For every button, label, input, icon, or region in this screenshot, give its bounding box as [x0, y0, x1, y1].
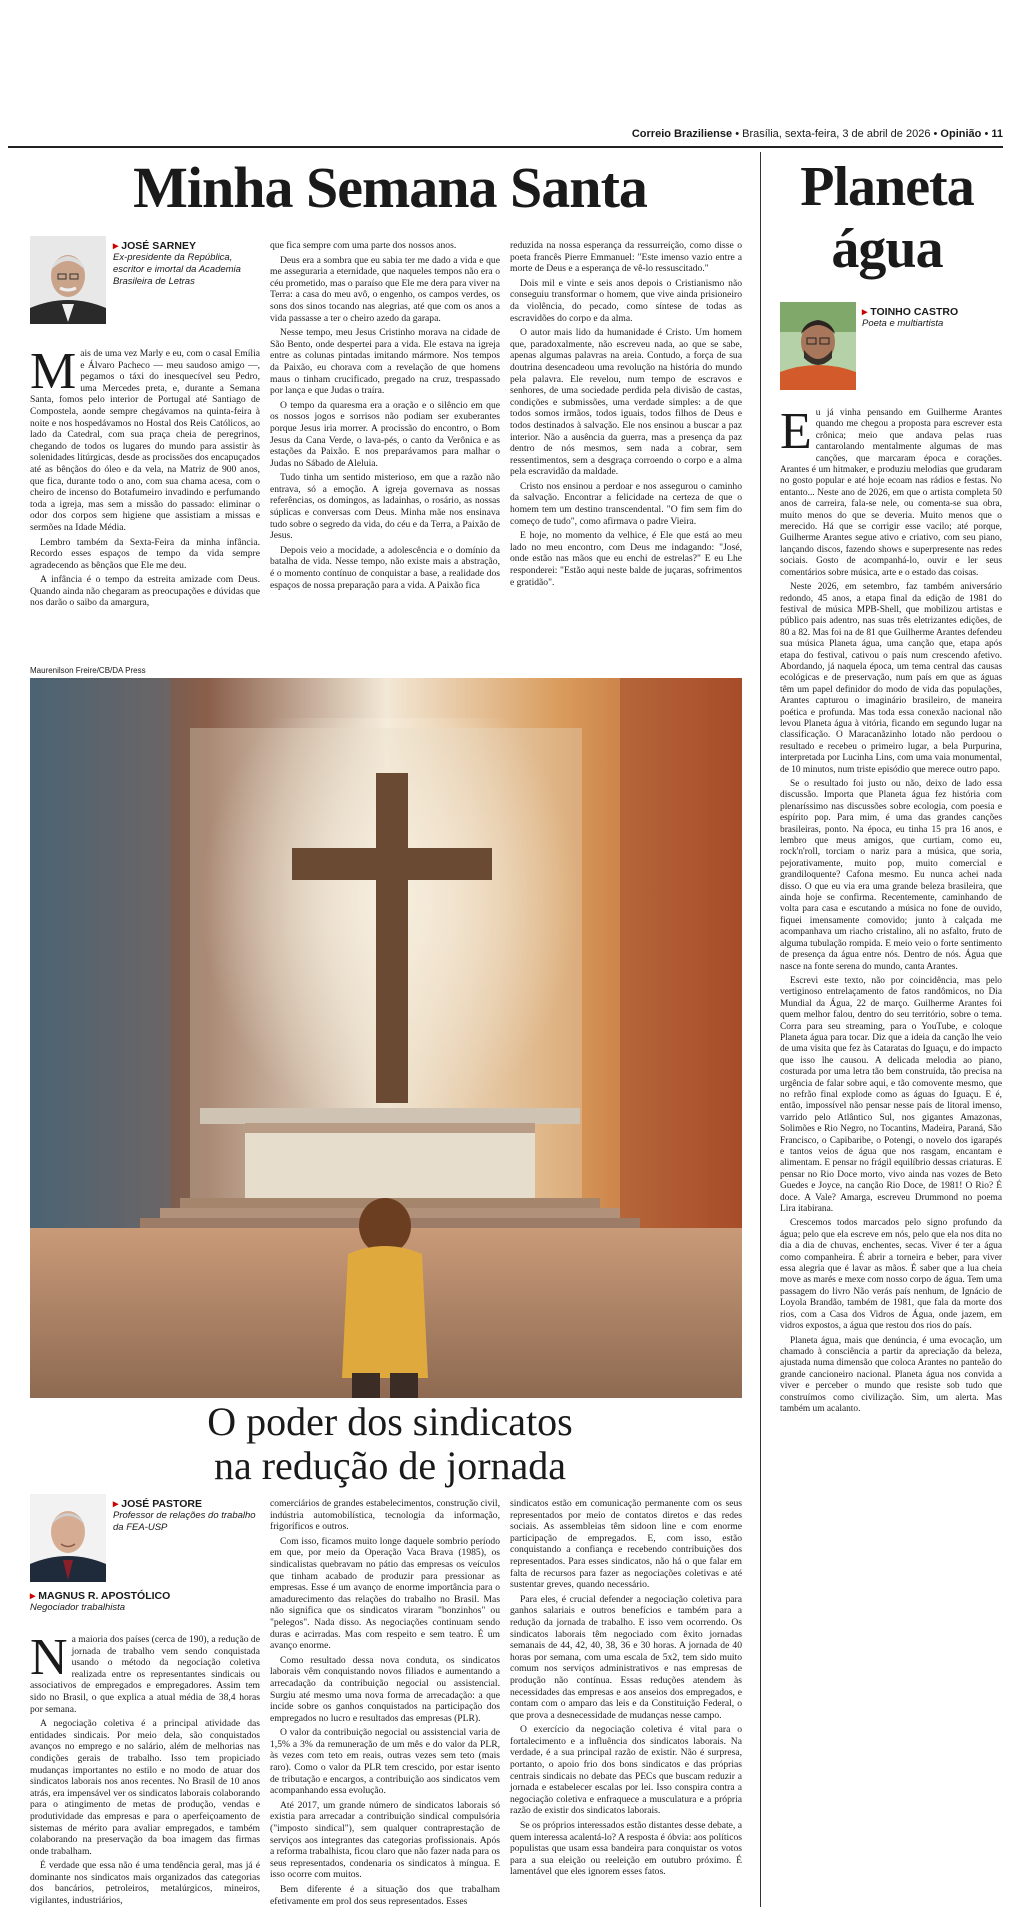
paragraph: ais de uma vez Marly e eu, com o casal Emília e Álvaro Pacheco — meu saudoso amigo —, pegamos o táxi do inesquecível seu Pedro, uma Mercedes preta, e, durante a Semana Santa, fomos pelo interior de Portugal até Santiago de Compostela, aonde sempre chegávamos na quinta-feira à noite e nos hospedávamos no Hostal dos Reis Católicos, ao lado da Catedral, com sua praça cheia de peregrinos, chegando de todos os lugares do mundo para assistir às solenidades litúrgicas, desde as procissões dos encapuçados até as bênçãos do óleo e da vela, na Matriz de 900 anos, que fica, durante todo o ano, com sua chama acesa, com o cheiro de incenso do Botafumeiro invadindo e perfumando toda a igreja, mas sem a missão do passado: eliminar o odor dos corpos sem higiene que assistiam a missas e sermões na Idade Média.	[30, 348, 260, 533]
article3-column-3	[510, 1498, 742, 1881]
author-photo-sarney	[30, 236, 106, 324]
paragraph: Se o resultado foi justo ou não, deixo de lado essa discussão. Importa que Planeta água fez história com plenaríssimo nas discussões sobre ecologia, com poesia e espírito pop. Para mim, é uma das grandes canções brasileiras, ponto. Na época, eu tinha 15 pra 16 anos, e lembro que meus amigos, que curtiam, como eu, rock'n'roll, torciam o nariz para a música, que soria, pejorativamente, muito pop, muito comercial e grandiloquente? Cafona mesmo. Eu nunca achei nada disso. O que eu via era uma grande beleza brasileira, que ainda hoje se confirma. Recentemente, caminhando de volta para casa e escutando a música no fone de ouvido, fiquei imensamente comovido; junto à calçada me acompanhava um riacho cristalino, ali no asfalto, fruto de alguma tubulação rompida. E meio veio o forte sentimento de presença da água entre nós. Dentro de nós. Água que nasce na fonte serena do mundo, canta Arantes.	[780, 779, 1002, 972]
paragraph: Até 2017, um grande número de sindicatos laborais só existia para arrecadar a contribuição sindical compulsória ("imposto sindical"), sem qualquer contraprestação de serviços aos integrantes das categorias profissionais. Após a reforma trabalhista, ficou claro que não fazer nada para os seus representados, condenaria os sindicatos à míngua. E isso ocorre com muitos.	[270, 1799, 500, 1881]
author-description: Professor de relações do trabalho da FEA-USP	[113, 1510, 256, 1533]
paragraph: Cristo nos ensinou a perdoar e nos assegurou o caminho da salvação. Encontrar a felicidade na certeza de que o homem tem um destino transcendental. "O fim sem fim do começo de tudo", como afirmava o padre Vieira.	[510, 480, 742, 527]
paragraph: Lembro também da Sexta-Feira da minha infância. Recordo esses espaços de tempo da vida sempre agradecendo as bênçãos que Ele me deu.	[30, 536, 260, 571]
red-triangle-icon: ▸	[862, 306, 868, 318]
illustration-cross-child	[30, 678, 742, 1398]
drop-cap: N	[30, 1629, 68, 1686]
newspaper-name: Correio Braziliense	[631, 128, 733, 140]
paragraph: a maioria dos países (cerca de 190), a redução de jornada de trabalho vem sendo conquistada usando o método da negociação coletiva realizada entre os representantes sindicais ou associativos de empregados e empregadores. Assim tem sido no Brasil, o que explica a atual média de 38,4 horas por semana.	[30, 1634, 260, 1715]
red-triangle-icon: ▸	[30, 1590, 36, 1602]
article1-column-2	[270, 240, 500, 594]
paragraph: Para eles, é crucial defender a negociação coletiva para ganhos salariais e outros benefícios e também para a redução da jornada de trabalho. E isso vem ocorrendo. Os sindicatos laborais têm negociado com êxito jornadas semanais de 44, 42, 40, 38, 36 e 30 horas. A jornada de 40 horas por semana, com uma escala de 5x2, tem sido muito comum nos serviços administrativos e nas empresas de produção não contínua. Essas reduções atendem às necessidades das empresas e aos anseios dos empregados, e contam com o amparo das leis e da Constituição Federal, o que prova a desnecessidade de mudanças nesse campo.	[510, 1593, 742, 1721]
red-triangle-icon: ▸	[113, 1498, 119, 1510]
article2-title	[770, 156, 1004, 280]
author-name: JOSÉ PASTORE	[121, 1498, 202, 1510]
article1-title: Minha Semana Santa	[133, 155, 647, 220]
paragraph: sindicatos estão em comunicação permanente com os seus representados por meio de contatos diretos e das redes sociais. As assembleias têm sidoon line e com enorme participação de empregados. E, com isso, estão conquistando a confiança e recebendo contribuições dos representados. Para esses sindicatos, não há o que falar em falta de recursos para fazer as negociações coletivas e até sustentar greves, quando necessário.	[510, 1498, 742, 1591]
article2-title-line-2: água	[831, 218, 943, 280]
author-photo-castro	[780, 302, 856, 390]
author-name: TOINHO CASTRO	[870, 306, 959, 318]
article3-title	[60, 1400, 720, 1488]
paragraph: Escrevi este texto, não por coincidência, mas pelo vertiginoso entrelaçamento de fatos randômicos, no Dia Mundial da Água, 22 de março. Guilherme Arantes foi quem melhor falou, dentro do seu território, sobre o tema. Corra para seu streaming, para o YouTube, e coloque Planeta água para tocar. Diz que a ideia da canção lhe veio de uma visita que fez às Cataratas do Iguaçu, e do impacto que isso lhe causou. A delicada melodia ao piano, costurada por uma letra tão bem construída, tão precisa na urgência de falar sobre aqui, e tão comovente mesmo, que no refrão final explode como as águas do Iguaçu. E é, então, impossível não pensar nesse país de litoral imenso, varrido pelo Atlântico Sul, nos gigantes Amazonas, Solimões e Rio Negro, no Tocantins, Madeira, Paraná, São Francisco, o Capibaribe, o Potengi, o novelo dos igarapés e tantos veios de água que nos rasgam, encantam e alimentam. E pensar no frágil equilíbrio dessas criaturas. E pensar no Rio Doce morto, vivo ainda nas vozes de Beto Guedes e Joyce, na canção Rio Doce, de 1981! O Rio? É doce. A Vale? Amarga, escreveu Drummond no poema Lira itabirana.	[780, 975, 1002, 1215]
paragraph: u já vinha pensando em Guilherme Arantes quando me chegou a proposta para escrever esta crônica; meio que andava pelas ruas cantarolando mentalmente algumas de mas canções, que marcaram época e corações. Arantes é um hitmaker, e produziu melodias que grudaram no gosto popular e até hoje ecoam nas rádios e festas. No entanto... Neste ano de 2026, em que o artista completa 50 anos de carreira, fala-se nele, ou comenta-se sua obra, muito menos do que se deveria. Muito menos que o merecido. Há que se corrigir esse vacilo; até porque, Guilherme Arantes segue ativo e criativo, com seu piano, lançando discos, fazendo shows e superpresente nas redes sociais. Gosto de acompanhá-lo, ouvir e ler seus comentários sobre música, arte e o estado das coisas.	[780, 408, 1002, 578]
paragraph: que fica sempre com uma parte dos nossos anos.	[270, 240, 457, 251]
article3-title-line-1: O poder dos sindicatos	[207, 1399, 573, 1444]
paragraph: O valor da contribuição negocial ou assistencial varia de 1,5% a 3% da remuneração de um mês e do valor da PLR, às vezes com teto em reais, outras vezes sem teto (mais raro). Como o valor da PLR tem crescido, por estar isento de tributação e encargos, a contribuição aos sindicatos vem acompanhando essa evolução.	[270, 1727, 500, 1797]
paragraph: Neste 2026, em setembro, faz também aniversário redondo, 45 anos, a etapa final da edição de 1981 do festival de música MPB-Shell, que mobilizou artistas e público pais adentro, nas suas três eletrizantes edições, de 80 a 82. Mas foi na de 81 que Guilherme Arantes defendeu sua música Planeta água, uma canção que, etapa após etapa do festival, cativou o país num crescendo afetivo. Abordando, já naquela época, um tema central das causas ecológicas e de preservação, num país em que as águas têm um papel definidor do modo de vida das populações, Arantes capturou o imaginário brasileiro, de maneira poética e profunda. Mas toda essa conexão nacional não levou Planeta água à vitória, ficando em segundo lugar na classificação. O Maracanãzinho lotado não perdoou o resultado e recebeu o primeiro lugar, a bela Purpurina, interpretada por Lucinha Lins, com uma vaia monumental, de 10 minutos, num triste episódio que merece outro papo.	[780, 582, 1002, 775]
drop-cap: M	[30, 343, 77, 400]
article3-column-2	[270, 1498, 500, 1910]
page-number: 11	[991, 128, 1003, 140]
author-name: MAGNUS R. APOSTÓLICO	[38, 1590, 171, 1602]
red-triangle-icon: ▸	[113, 240, 119, 252]
header-rule	[8, 146, 1003, 148]
paragraph: Com isso, ficamos muito longe daquele sombrio período em que, por meio da Operação Vaca Brava (1985), os sindicalistas quebravam no pátio das empresas os veículos que tinham acabado de produzir para pressionar as empresas. Esse é um avanço de enorme importância para o amadurecimento das relações do trabalho no Brasil. Mas não significa que os sindicatos viraram "bonzinhos" ou "pelegos". Nada disso. As negociações continuam sendo duras e acirradas. Mas com respeito e sem teatro. É um avanço enorme.	[270, 1535, 500, 1652]
paragraph: Bem diferente é a situação dos que trabalham efetivamente em prol dos seus representados. Esses	[270, 1884, 500, 1907]
paragraph: comerciários de grandes estabelecimentos, construção civil, indústria automobilística, tecnologia da informação, frigoríficos e outros.	[270, 1498, 500, 1533]
article1-column-1	[30, 343, 260, 612]
paragraph: Se os próprios interessados estão distantes desse debate, a quem interessa acalentá-lo? A resposta é óbvia: aos políticos populistas que usam essa bandeira para conquistar os votos para a sua eleição ou reeleição em outubro próximo. É lamentável que eles ignorem esses fatos.	[510, 1820, 742, 1878]
section-name: Opinião	[940, 128, 982, 140]
paragraph: O tempo da quaresma era a oração e o silêncio em que os nossos jogos e sorrisos não podiam ser exuberantes porque Jesus iria morrer. A procissão do encontro, o Bom Jesus da Cana Verde, o lava-pés, o canto da Verônica e as estações da Paixão. E nos preparávamos para malhar o Judas no Sábado de Aleluia.	[270, 399, 500, 469]
paragraph: O autor mais lido da humanidade é Cristo. Um homem que, paradoxalmente, não escreveu nada, ao que se sabe, apenas algumas palavras na areia. Contudo, a força de sua doutrina desencadeou uma revolução na história do mundo pela palavra. Ele revelou, num tempo de escravos e senhores, de uma sociedade perdida pela divisão de castas, condições e submissões, uma verdade simples: a de que todos somos irmãos, todos iguais, todos filhos de Deus e todos destinados à salvação. Ele nos ensinou a buscar a paz interior. Não a ausência da guerra, mas a presença da paz dentro de nós mesmos, sem nada a cobrar, sem ressentimentos, sem a desgraça corroendo o corpo e a alma pela escravidão da maldade.	[510, 327, 742, 478]
paragraph: Depois veio a mocidade, a adolescência e o domínio da batalha de vida. Nesse tempo, não existe mais a abstração, é o momento contínuo de conquistar a base, a realidade dos espaços de nossa preparação para a vida. A Paixão fica	[270, 544, 500, 591]
article3-byline-2	[30, 1590, 260, 1614]
paragraph: A negociação coletiva é a principal atividade das entidades sindicais. Por meio dela, são conquistados avanços no emprego e no salário, além de melhorias nas condições gerais de trabalho. Isso tem propiciado mudanças importantes no estilo e no modo de atuar dos sindicatos laborais nos anos recentes. No Brasil de 10 anos atrás, era impensável ver os sindicatos laborais colaborando para o atingimento de metas de produção, vendas e produtividade das empresas e para o aperfeiçoamento de sistemas de mérito para avaliar empregados, e também colaborando na preservação da boa imagem das firmas onde trabalham.	[30, 1718, 260, 1857]
paragraph: Nesse tempo, meu Jesus Cristinho morava na cidade de São Bento, onde despertei para a vida. Ele estava na igreja entre as colunas pintadas imitando mármore. Nos tempos da Paixão, eu chorava com a revelação de que homens maus o tinham crucificado, pregado na cruz, trespassado por lança e que Judas o traíra.	[270, 327, 500, 397]
author-description: Negociador trabalhista	[30, 1602, 126, 1613]
paragraph: A infância é o tempo da estreita amizade com Deus. Quando ainda não chegaram as preocupações e dúvidas que nos darão o saibo da amargura,	[30, 574, 260, 609]
paragraph: Dois mil e vinte e seis anos depois o Cristianismo não conseguiu transformar o homem, que vive ainda prisioneiro da violência, do pecado, como síntese de todas as escravidões do corpo e da alma.	[510, 277, 742, 324]
article3-byline-1	[113, 1498, 263, 1534]
paragraph: Tudo tinha um sentido misterioso, em que a razão não entrava, só a emoção. A igreja governava as nossas referências, os domingos, as ladainhas, o rosário, as nossas súplicas e conversas com Deus. Minha mãe nos ensinava tudo sobre o segredo da vida, do céu e da Terra, a Paixão de Jesus.	[270, 472, 500, 542]
edition-date: Brasília, sexta-feira, 3 de abril de 2026	[742, 128, 931, 140]
author-name: JOSÉ SARNEY	[121, 240, 196, 252]
article1-byline	[113, 240, 263, 288]
author-description: Ex-presidente da República, escritor e imortal da Academia Brasileira de Letras	[113, 252, 241, 287]
article2-title-line-1: Planeta	[800, 156, 974, 218]
paragraph: É verdade que essa não é uma tendência geral, mas já é dominante nos sindicatos mais organizados das categorias dos bancários, petroleiros, metalúrgicos, mineiros, vigilantes, industriários,	[30, 1860, 260, 1907]
paragraph: Deus era a sombra que eu sabia ter me dado a vida e que me asseguraria a eternidade, que naqueles tempos não era o céu prometido, mas o paraíso que Ele me dera para viver na Terra: a casa do meu avô, o engenho, os campos verdes, os sons dos sinos tocando nas alegrias, até que com os anos a vida passasse a ter o cheiro azedo da garapa.	[270, 254, 500, 324]
paragraph: Crescemos todos marcados pelo signo profundo da água; pelo que ela escreve em nós, pelo que ela nos dita no dia a dia de chuvas, enchentes, secas. Viver é ter a água como companheira. É abrir a torneira e beber, para viver essa alegria que é lavar as mãos. É saber que a lua cheia move as marés e mexe com nosso corpo de água. Tem uma passagem do livro Não verás país nenhum, de Ignácio de Loyola Brandão, também de 1981, que fala da morte dos rios, com a Casa dos Vidros de Água, onde jazem, em vidros expostos, a água que restou dos rios do país.	[780, 1218, 1002, 1332]
photo-credit: Maurenilson Freire/CB/DA Press	[30, 666, 146, 675]
column-divider	[760, 152, 761, 1907]
paragraph: Como resultado dessa nova conduta, os sindicatos laborais vêm conquistando novos filiados e aumentando a arrecadação da contribuição negocial ou assistencial. Surgiu até mesmo uma nova forma de arrecadação: a que incide sobre os ganhos conquistados na participação dos empregados no lucro e resultados das empresas (PLR).	[270, 1654, 500, 1724]
article3-title-line-2: na redução de jornada	[213, 1443, 567, 1488]
paragraph: reduzida na nossa esperança da ressurreição, como disse o poeta francês Pierre Emmanuel: "Este imenso vazio entre a morte de Deus e a esperança de vê-lo ressuscitado."	[510, 240, 742, 275]
page-header: Correio Braziliense • Brasília, sexta-feira, 3 de abril de 2026 • Opinião • 11	[631, 128, 1003, 140]
author-description: Poeta e multiartista	[862, 318, 944, 329]
article2-byline	[862, 306, 1002, 330]
article3-column-1	[30, 1629, 260, 1910]
paragraph: Planeta água, mais que denúncia, é uma evocação, um chamado à consciência a partir da apreciação da beleza, ajustada numa dimensão que coloca Arantes no panteão do grande cancioneiro nacional. Planeta água nos convida a viver e perceber o mundo que resiste sob tudo que construímos como civilização. Sim, um alerta. Mas também um acalanto.	[780, 1335, 1002, 1414]
article2-column	[780, 403, 1002, 1418]
article1-column-3	[510, 240, 742, 591]
paragraph: O exercício da negociação coletiva é vital para o fortalecimento e a influência dos sindicatos laborais. Na verdade, é a sua principal razão de existir. Não é surpresa, portanto, o apoio frio dos bons sindicatos e das próprias centrais sindicais no debate das PECs que buscam reduzir a jornada e estabelecer escalas por lei. Isso conspira contra a negociação coletiva e enfraquece a musculatura e a própria razão de existir dos sindicatos laborais.	[510, 1724, 742, 1817]
paragraph: E hoje, no momento da velhice, é Ele que está ao meu lado no meu encontro, com Deus me indagando: "José, onde estão nas mãos que eu enchi de estrelas?" E eu Lhe responderei: "Estão aqui neste balde de juçaras, sofrimentos e gratidão".	[510, 530, 742, 588]
author-photo-pastore	[30, 1494, 106, 1582]
drop-cap: E	[780, 403, 812, 460]
